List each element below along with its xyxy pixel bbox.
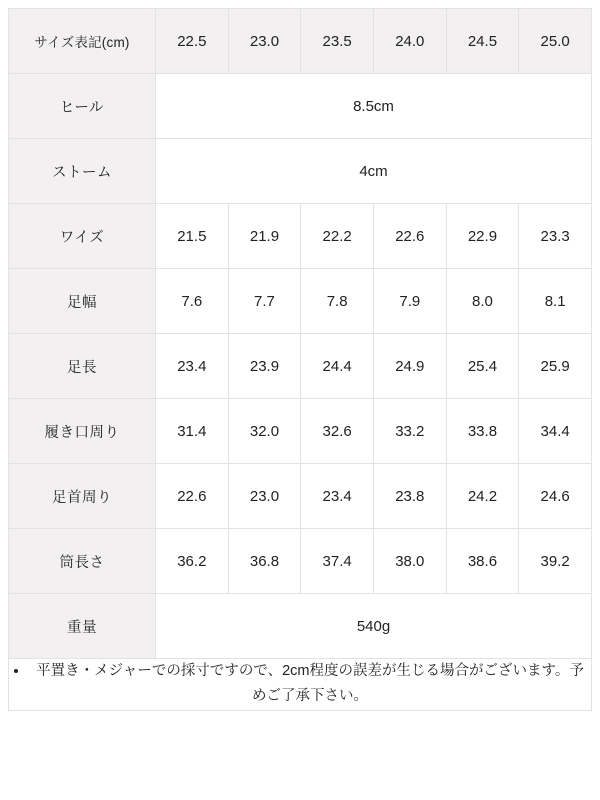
table-cell: 23.3 xyxy=(519,204,592,269)
list-item: • 平置き・メジャーでの採寸ですので、2cm程度の誤差が生じる場合がございます。予めご了承下さい。 xyxy=(29,659,591,710)
table-cell: 7.8 xyxy=(301,269,374,334)
measurement-notes xyxy=(9,659,592,711)
table-row xyxy=(9,529,592,594)
table-cell: 36.8 xyxy=(228,529,301,594)
table-cell: 34.4 xyxy=(519,399,592,464)
table-cell: 23.4 xyxy=(301,464,374,529)
table-cell-merged: 540g xyxy=(156,594,592,659)
table-cell-merged: 8.5cm xyxy=(156,74,592,139)
table-row xyxy=(9,594,592,659)
table-cell: 32.6 xyxy=(301,399,374,464)
table-cell-merged: 4cm xyxy=(156,139,592,204)
table-cell: 24.9 xyxy=(373,334,446,399)
table-cell: 36.2 xyxy=(156,529,229,594)
column-header-size: 24.5 xyxy=(446,9,519,74)
table-cell: 22.6 xyxy=(156,464,229,529)
table-cell: 25.9 xyxy=(519,334,592,399)
row-header-label: 足首周り xyxy=(9,464,156,529)
note-list xyxy=(9,659,591,710)
row-header-label: 足幅 xyxy=(9,269,156,334)
table-cell: 24.6 xyxy=(519,464,592,529)
table-row xyxy=(9,139,592,204)
table-cell: 25.4 xyxy=(446,334,519,399)
table-cell: 8.0 xyxy=(446,269,519,334)
size-unit-label: サイズ表記(cm) xyxy=(9,9,156,74)
table-cell: 23.0 xyxy=(228,464,301,529)
table-cell: 38.0 xyxy=(373,529,446,594)
table-cell: 22.9 xyxy=(446,204,519,269)
table-cell: 33.2 xyxy=(373,399,446,464)
row-header-label: ストーム xyxy=(9,139,156,204)
size-table xyxy=(8,8,592,711)
row-header-label: 重量 xyxy=(9,594,156,659)
table-header-row xyxy=(9,9,592,74)
size-table-body xyxy=(9,9,592,711)
table-cell: 38.6 xyxy=(446,529,519,594)
table-row xyxy=(9,74,592,139)
table-row xyxy=(9,204,592,269)
notes-row xyxy=(9,659,592,711)
table-row xyxy=(9,464,592,529)
row-header-label: 筒長さ xyxy=(9,529,156,594)
table-cell: 23.8 xyxy=(373,464,446,529)
row-header-label: ヒール xyxy=(9,74,156,139)
row-header-label: 履き口周り xyxy=(9,399,156,464)
table-cell: 22.2 xyxy=(301,204,374,269)
table-cell: 8.1 xyxy=(519,269,592,334)
table-cell: 7.7 xyxy=(228,269,301,334)
table-cell: 24.4 xyxy=(301,334,374,399)
table-row xyxy=(9,269,592,334)
table-cell: 37.4 xyxy=(301,529,374,594)
table-cell: 39.2 xyxy=(519,529,592,594)
table-cell: 23.4 xyxy=(156,334,229,399)
table-cell: 7.9 xyxy=(373,269,446,334)
table-cell: 32.0 xyxy=(228,399,301,464)
table-cell: 21.5 xyxy=(156,204,229,269)
column-header-size: 23.0 xyxy=(228,9,301,74)
table-cell: 31.4 xyxy=(156,399,229,464)
column-header-size: 22.5 xyxy=(156,9,229,74)
table-cell: 33.8 xyxy=(446,399,519,464)
table-row xyxy=(9,334,592,399)
table-cell: 21.9 xyxy=(228,204,301,269)
table-row xyxy=(9,399,592,464)
table-cell: 24.2 xyxy=(446,464,519,529)
column-header-size: 25.0 xyxy=(519,9,592,74)
row-header-label: 足長 xyxy=(9,334,156,399)
row-header-label: ワイズ xyxy=(9,204,156,269)
table-cell: 22.6 xyxy=(373,204,446,269)
column-header-size: 24.0 xyxy=(373,9,446,74)
table-cell: 7.6 xyxy=(156,269,229,334)
table-cell: 23.9 xyxy=(228,334,301,399)
column-header-size: 23.5 xyxy=(301,9,374,74)
